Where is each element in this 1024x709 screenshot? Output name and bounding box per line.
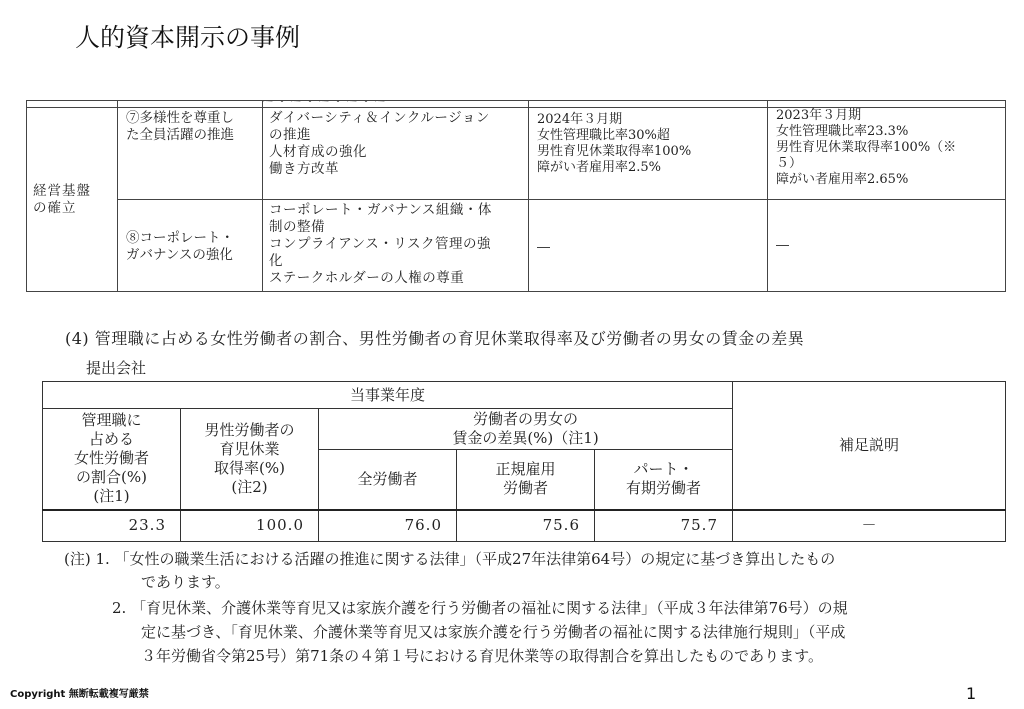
note-2-cont: 定に基づき、「育児休業、介護休業等育児又は家族介護を行う労働者の福祉に関する法律施行規則」（平成 <box>141 623 846 641</box>
all-workers-value: 76.0 <box>319 510 457 542</box>
part-workers-value: 75.7 <box>595 510 733 542</box>
result-cell: 2023年３月期 女性管理職比率23.3% 男性育児休業取得率100%（※ ５） 障がい者雇用率2.65% <box>768 108 1006 200</box>
male-leave-value: 100.0 <box>181 510 319 542</box>
gender-data-table <box>42 381 1006 542</box>
table-row <box>27 200 1006 292</box>
truncated-previous-row: ー・ー・ー・ー・ー <box>262 95 389 102</box>
target-cell: ― <box>529 200 768 292</box>
initiatives-table <box>26 100 1006 292</box>
table-row-cut <box>27 101 1006 108</box>
header-row <box>43 382 1006 409</box>
table-row <box>27 108 1006 200</box>
page-number: 1 <box>966 684 977 703</box>
page-title: 人的資本開示の事例 <box>75 23 301 52</box>
note-1-cont: であります。 <box>141 573 230 591</box>
item-cell: ⑧コーポレート・ ガバナンスの強化 <box>118 200 263 292</box>
measures-cell: コーポレート・ガバナンス組織・体 制の整備 コンプライアンス・リスク管理の強 化 ステークホルダーの人権の尊重 <box>263 200 529 292</box>
target-cell: 2024年３月期 女性管理職比率30%超 男性育児休業取得率100% 障がい者雇用率2.5% <box>529 108 768 200</box>
copyright: Copyright 無断転載複写厳禁 <box>10 689 149 700</box>
company-label: 提出会社 <box>86 359 147 377</box>
section-heading: (4) 管理職に占める女性労働者の割合、男性労働者の育児休業取得率及び労働者の男女の賃金の差異 <box>65 329 805 348</box>
note-1: (注) 1. 「女性の職業生活における活躍の推進に関する法律」（平成27年法律第64号）の規定に基づき算出したもの <box>64 550 836 568</box>
category-cell: 経営基盤 の確立 <box>27 108 118 292</box>
female-managers-value: 23.3 <box>43 510 181 542</box>
note-2: 2. 「育児休業、介護休業等育児又は家族介護を行う労働者の福祉に関する法律」（平成３年法律第76号）の規 <box>112 599 848 617</box>
regular-workers-header: 正規雇用 労働者 <box>457 450 595 510</box>
all-workers-header: 全労働者 <box>319 450 457 510</box>
female-managers-header: 管理職に 占める 女性労働者 の割合(%) (注1) <box>43 409 181 510</box>
fiscal-year-header: 当事業年度 <box>43 382 733 409</box>
note-2-cont: ３年労働省令第25号）第71条の４第１号における育児休業等の取得割合を算出したものであります。 <box>141 647 823 665</box>
wage-gap-header: 労働者の男女の 賃金の差異(%)（注1) <box>319 409 733 450</box>
supplement-value: － <box>733 510 1006 542</box>
male-leave-header: 男性労働者の 育児休業 取得率(%) (注2) <box>181 409 319 510</box>
part-workers-header: パート・ 有期労働者 <box>595 450 733 510</box>
measures-cell: ダイバーシティ＆インクルージョン の推進 人材育成の強化 働き方改革 <box>263 108 529 200</box>
result-cell: ― <box>768 200 1006 292</box>
regular-workers-value: 75.6 <box>457 510 595 542</box>
table-row <box>43 510 1006 542</box>
supplement-header: 補足説明 <box>733 382 1006 510</box>
item-cell: ⑦多様性を尊重し た全員活躍の推進 <box>118 108 263 200</box>
